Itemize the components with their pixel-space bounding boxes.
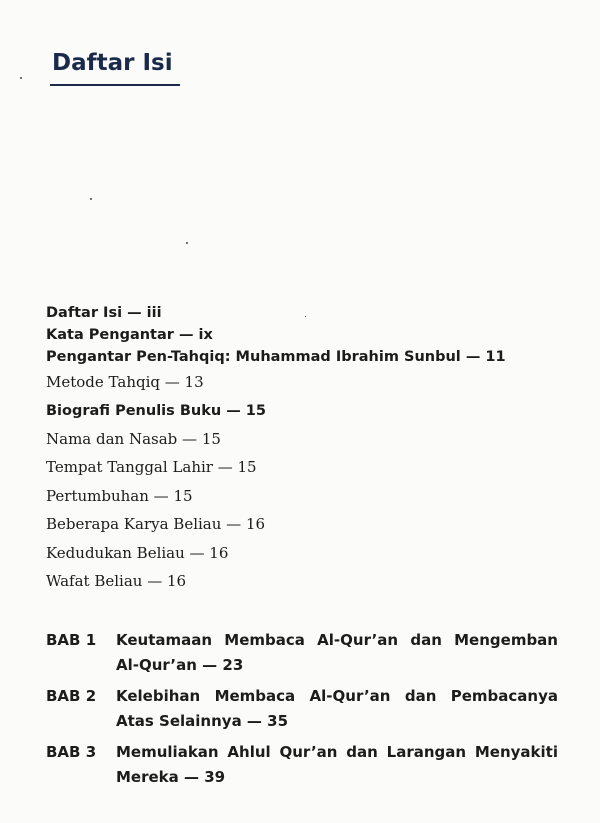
toc-item[interactable]: Kata Pengantar — ix <box>46 327 213 343</box>
toc-item[interactable]: Pengantar Pen-Tahqiq: Muhammad Ibrahim Sunbul — 11 <box>46 349 506 365</box>
chapter-entry[interactable] <box>46 740 558 790</box>
paper-speck <box>90 198 92 200</box>
chapter-entry[interactable] <box>46 684 558 734</box>
paper-speck <box>186 242 188 244</box>
chapter-title: Keutamaan Membaca Al-Qur’an dan Mengemban Al-Qur’an — 23 <box>116 631 558 674</box>
page-title: Daftar Isi <box>52 50 173 76</box>
chapter-title: Kelebihan Membaca Al-Qur’an dan Pembacanya Atas Selainnya — 35 <box>116 687 558 730</box>
toc-item[interactable]: Nama dan Nasab — 15 <box>46 429 221 448</box>
chapter-label: BAB 3 <box>46 743 97 761</box>
toc-list <box>46 302 566 596</box>
toc-item[interactable]: Biografi Penulis Buku — 15 <box>46 402 266 419</box>
title-underline <box>50 84 180 86</box>
chapter-title: Memuliakan Ahlul Qur’an dan Larangan Menyakiti Mereka — 39 <box>116 743 558 786</box>
toc-item[interactable]: Kedudukan Beliau — 16 <box>46 543 229 562</box>
chapter-label: BAB 2 <box>46 687 97 705</box>
chapter-entry[interactable] <box>46 628 558 678</box>
chapter-list <box>46 628 558 796</box>
paper-speck <box>20 77 22 79</box>
toc-item[interactable]: Tempat Tanggal Lahir — 15 <box>46 458 257 476</box>
toc-item[interactable]: Daftar Isi — iii <box>46 305 162 321</box>
chapter-label: BAB 1 <box>46 631 97 649</box>
toc-item[interactable]: Beberapa Karya Beliau — 16 <box>46 515 266 533</box>
toc-item[interactable]: Pertumbuhan — 15 <box>46 486 193 505</box>
toc-item[interactable]: Wafat Beliau — 16 <box>46 572 187 590</box>
toc-item[interactable]: Metode Tahqiq — 13 <box>46 373 204 391</box>
